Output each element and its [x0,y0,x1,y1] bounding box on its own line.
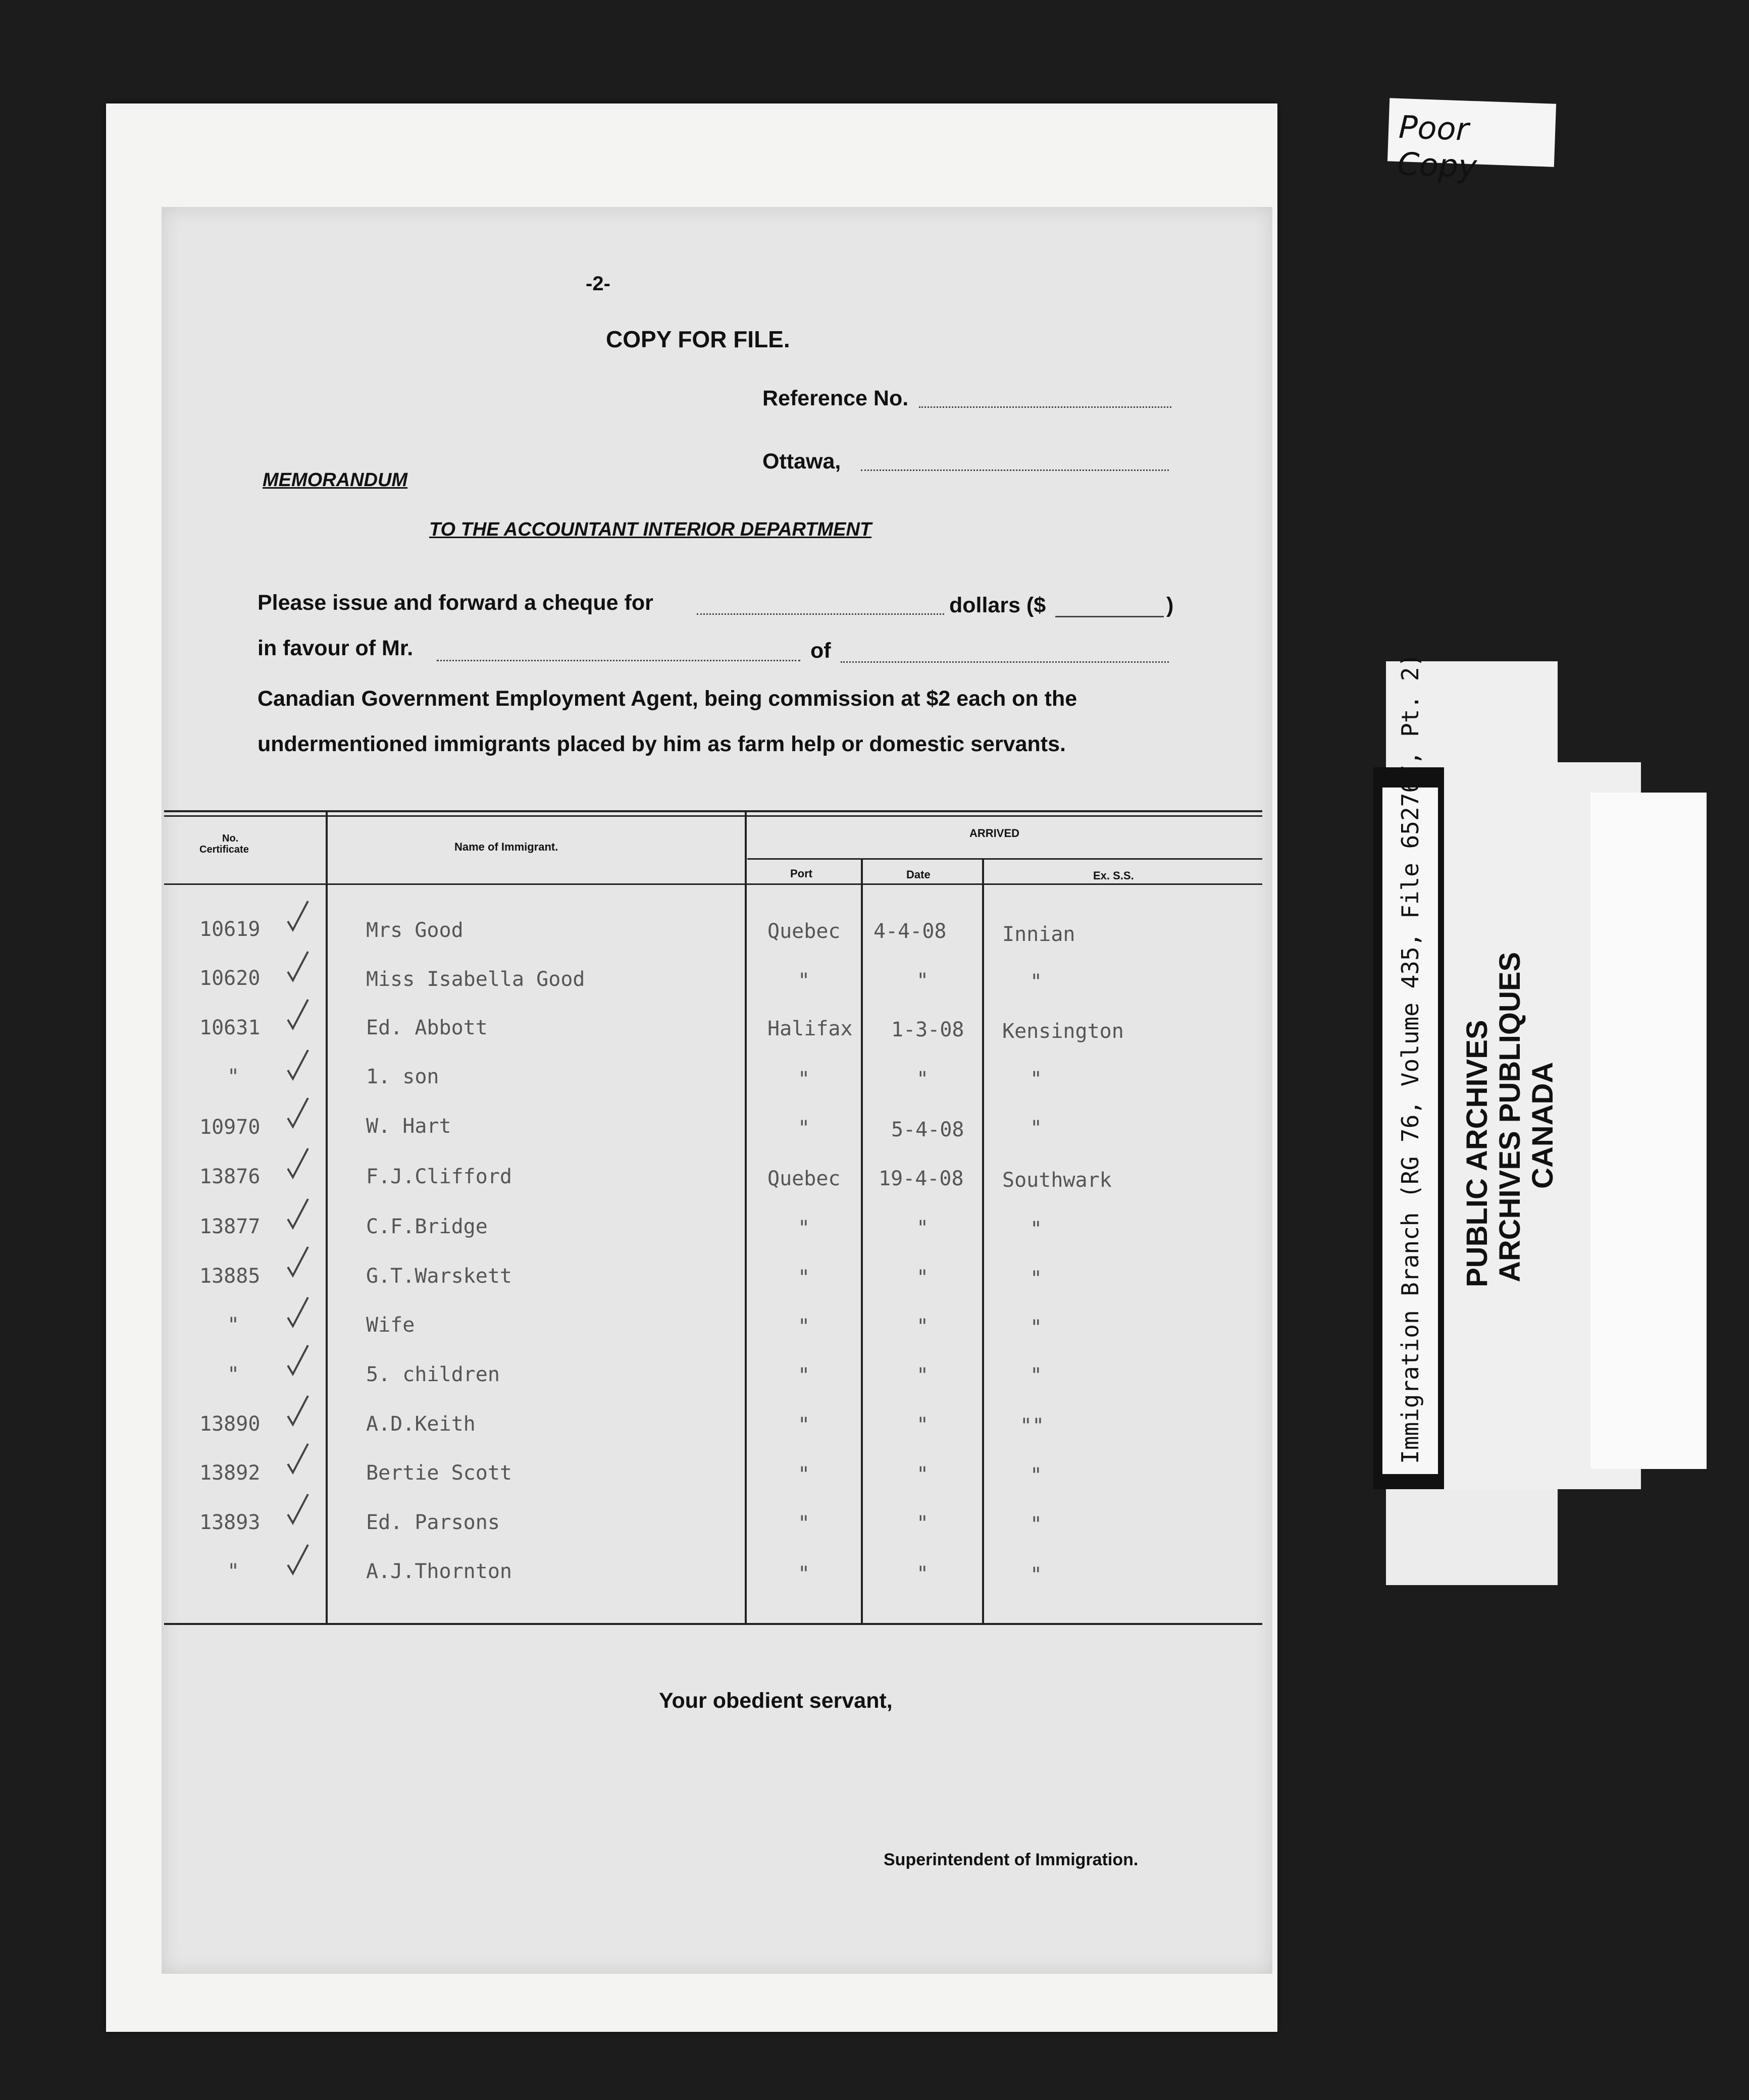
reference-label: Reference No. [762,386,909,410]
row-3-date: 1-3-08 [891,1018,964,1041]
row-1-date: 4-4-08 [873,920,947,943]
row-3-cert: 10631 [199,1016,261,1039]
row-11-name: A.D.Keith [366,1412,476,1436]
row-6-port: Quebec [767,1167,841,1190]
ottawa-label: Ottawa, [762,449,841,474]
row-3-name: Ed. Abbott [366,1016,488,1039]
row-2-name: Miss Isabella Good [366,968,585,991]
archive-stamp-line1: PUBLIC ARCHIVES [1461,1020,1494,1287]
row-7-cert: 13877 [199,1215,261,1238]
archive-stamp-line3: CANADA [1526,1062,1559,1189]
memo-form [162,207,1272,1974]
column-divider-cert [326,810,328,1623]
body-line4: undermentioned immigrants placed by him as farm help or domestic servants. [258,732,1066,756]
arrived-rule [747,858,1262,860]
check-mark-icon [285,1146,311,1181]
row-10-port: " [798,1364,810,1387]
check-mark-icon [285,1196,311,1232]
row-10-name: 5. children [366,1363,500,1386]
row-14-ship: " [1030,1563,1043,1587]
body-line2-a: in favour of Mr. [258,636,414,660]
closing: Your obedient servant, [659,1689,893,1713]
header-arrived: ARRIVED [969,827,1020,839]
row-8-port: " [798,1266,810,1289]
row-4-name: 1. son [366,1065,439,1088]
row-6-name: F.J.Clifford [366,1165,512,1188]
check-mark-icon [285,949,311,984]
row-9-date: " [916,1315,929,1338]
row-2-cert: 10620 [199,967,261,990]
row-7-port: " [798,1217,810,1240]
check-mark-icon [285,1343,311,1378]
row-1-cert: 10619 [199,918,261,941]
check-mark-icon [285,1492,311,1527]
table-top-rule [164,810,1262,812]
ottawa-date-field [861,469,1169,471]
row-8-name: G.T.Warskett [366,1265,512,1288]
row-1-port: Quebec [767,920,841,943]
row-14-name: A.J.Thornton [366,1560,512,1583]
row-9-ship: " [1030,1316,1043,1339]
row-1-name: Mrs Good [366,919,464,942]
row-1-ship: Innian [1002,923,1075,946]
header-cert: Certificate [199,844,249,855]
row-10-cert: " [227,1363,240,1386]
row-12-name: Bertie Scott [366,1461,512,1485]
check-mark-icon [285,1393,311,1429]
cheque-amount-field [1055,616,1164,617]
row-7-name: C.F.Bridge [366,1215,488,1238]
check-mark-icon [285,899,311,934]
row-7-ship: " [1030,1218,1043,1241]
row-12-cert: 13892 [199,1461,261,1485]
reference-field [919,406,1171,408]
column-divider-date [982,858,984,1623]
row-4-cert: " [227,1065,240,1088]
check-mark-icon [285,1295,311,1330]
check-mark-icon [285,1542,311,1578]
table-top-rule-2 [164,815,1262,817]
row-6-ship: Southwark [1002,1169,1112,1192]
header-bottom-rule [164,883,1262,885]
body-line3: Canadian Government Employment Agent, being commission at $2 each on the [258,687,1077,711]
cheque-words-field [697,613,944,615]
archive-stamp-line2: ARCHIVES PUBLIQUES [1494,952,1526,1282]
check-mark-icon [285,997,311,1032]
tag-shade [1590,793,1707,1469]
header-port: Port [790,867,812,880]
row-9-name: Wife [366,1314,415,1337]
header-cert-no: No. [222,833,239,844]
page-title: COPY FOR FILE. [606,326,790,352]
tag-strip-bottom [1386,1489,1558,1585]
check-mark-icon [285,1244,311,1280]
row-6-date: 19-4-08 [879,1167,964,1190]
row-3-port: Halifax [767,1017,853,1040]
row-7-date: " [916,1217,929,1240]
header-name: Name of Immigrant. [454,841,558,853]
column-divider-name [745,810,747,1623]
row-13-ship: " [1030,1513,1043,1536]
body-line2-b: of [810,639,831,663]
row-13-cert: 13893 [199,1511,261,1534]
column-divider-port [861,858,863,1623]
row-9-port: " [798,1315,810,1338]
row-5-name: W. Hart [366,1115,451,1138]
row-11-port: " [798,1413,810,1437]
row-5-cert: 10970 [199,1116,261,1139]
row-12-date: " [916,1463,929,1486]
archive-reference: Immigration Branch (RG 76, Volume 435, File 652767, Pt. 2) [1397,653,1424,1464]
row-9-cert: " [227,1314,240,1337]
row-13-name: Ed. Parsons [366,1511,500,1534]
of-field [841,661,1169,663]
row-8-date: " [916,1266,929,1289]
addressee: TO THE ACCOUNTANT INTERIOR DEPARTMENT [429,519,872,540]
row-11-cert: 13890 [199,1412,261,1436]
poor-copy-label [1387,98,1556,185]
row-6-cert: 13876 [199,1165,261,1188]
row-4-ship: " [1030,1068,1043,1091]
row-14-cert: " [227,1560,240,1583]
row-4-date: " [916,1068,929,1091]
tag-reference-panel [1382,653,1438,1474]
row-2-date: " [916,969,929,992]
row-12-ship: " [1030,1464,1043,1487]
row-13-port: " [798,1512,810,1535]
row-2-port: " [798,969,810,992]
row-5-port: " [798,1117,810,1140]
page-number: -2- [586,273,610,295]
row-4-port: " [798,1068,810,1091]
row-10-ship: " [1030,1364,1043,1387]
check-mark-icon [285,1095,311,1131]
row-5-ship: " [1030,1117,1043,1140]
row-11-date: " [916,1413,929,1437]
body-line1-b: dollars ($ [949,593,1046,617]
row-14-port: " [798,1562,810,1586]
row-3-ship: Kensington [1002,1020,1124,1043]
row-14-date: " [916,1562,929,1586]
table-bottom-rule [164,1623,1262,1625]
body-line1-c: ) [1166,593,1174,617]
row-13-date: " [916,1512,929,1535]
body-line1-a: Please issue and forward a cheque for [258,591,653,615]
favour-of-field [437,660,800,661]
check-mark-icon [285,1441,311,1477]
row-2-ship: " [1030,970,1043,993]
check-mark-icon [285,1047,311,1083]
row-8-ship: " [1030,1267,1043,1290]
memorandum-heading: MEMORANDUM [263,469,408,491]
row-10-date: " [916,1364,929,1387]
header-date: Date [906,868,931,881]
row-12-port: " [798,1463,810,1486]
poor-copy-text: Poor Copy [1397,108,1478,185]
signature-title: Superintendent of Immigration. [884,1850,1139,1869]
header-ship: Ex. S.S. [1093,869,1134,882]
row-11-ship: "" [1020,1414,1045,1438]
row-5-date: 5-4-08 [891,1118,964,1141]
row-8-cert: 13885 [199,1265,261,1288]
